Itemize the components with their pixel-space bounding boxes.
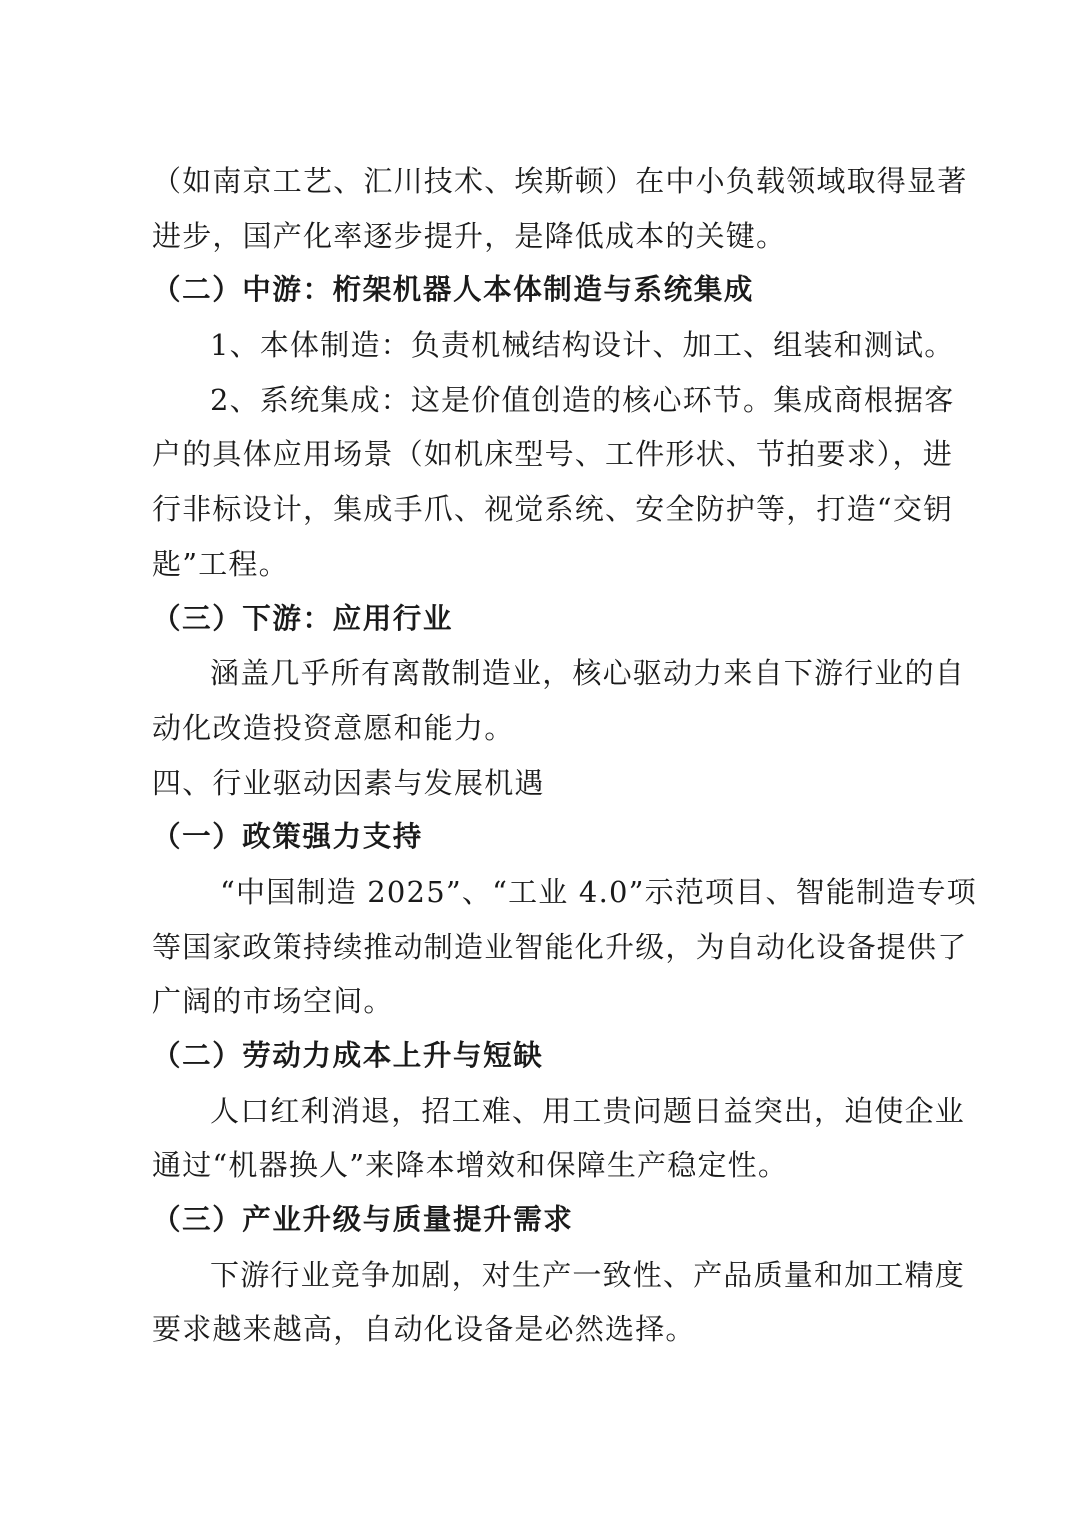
paragraph-line: （如南京工艺、汇川技术、埃斯顿）在中小负载领域取得显著 xyxy=(152,164,968,198)
paragraph-line: 涵盖几乎所有离散制造业，核心驱动力来自下游行业的自 xyxy=(210,656,966,691)
paragraph-line: 要求越来越高，自动化设备是必然选择。 xyxy=(152,1312,696,1347)
paragraph-line: 匙”工程。 xyxy=(152,546,289,581)
paragraph-line: 人口红利消退，招工难、用工贵问题日益突出，迫使企业 xyxy=(210,1093,966,1128)
document-body xyxy=(152,154,977,1357)
paragraph-line: “中国制造 2025”、“工业 4.0”示范项目、智能制造专项 xyxy=(220,874,977,909)
section-heading-labor: （二）劳动力成本上升与短缺 xyxy=(152,1039,544,1072)
paragraph-line: 等国家政策持续推动制造业智能化升级，为自动化设备提供了 xyxy=(152,929,968,964)
section-heading-downstream: （三）下游：应用行业 xyxy=(152,601,454,635)
section-heading-midstream: （二）中游：桁架机器人本体制造与系统集成 xyxy=(152,273,755,307)
section-heading-policy: （一）政策强力支持 xyxy=(152,820,423,854)
paragraph-line: 1、本体制造：负责机械结构设计、加工、组装和测试。 xyxy=(210,328,955,363)
chapter-heading-drivers: 四、行业驱动因素与发展机遇 xyxy=(152,765,545,800)
paragraph-line: 户的具体应用场景（如机床型号、工件形状、节拍要求），进 xyxy=(152,437,953,472)
paragraph-line: 2、系统集成：这是价值创造的核心环节。集成商根据客 xyxy=(210,382,955,417)
paragraph-line: 通过“机器换人”来降本增效和保障生产稳定性。 xyxy=(152,1148,789,1183)
paragraph-line: 进步，国产化率逐步提升，是降低成本的关键。 xyxy=(152,218,787,253)
paragraph-line: 广阔的市场空间。 xyxy=(152,984,394,1019)
section-heading-upgrade: （三）产业升级与质量提升需求 xyxy=(152,1203,574,1237)
paragraph-line: 动化改造投资意愿和能力。 xyxy=(152,710,515,745)
paragraph-line: 行非标设计，集成手爪、视觉系统、安全防护等，打造“交钥 xyxy=(152,492,954,527)
paragraph-line: 下游行业竞争加剧，对生产一致性、产品质量和加工精度 xyxy=(210,1257,966,1292)
